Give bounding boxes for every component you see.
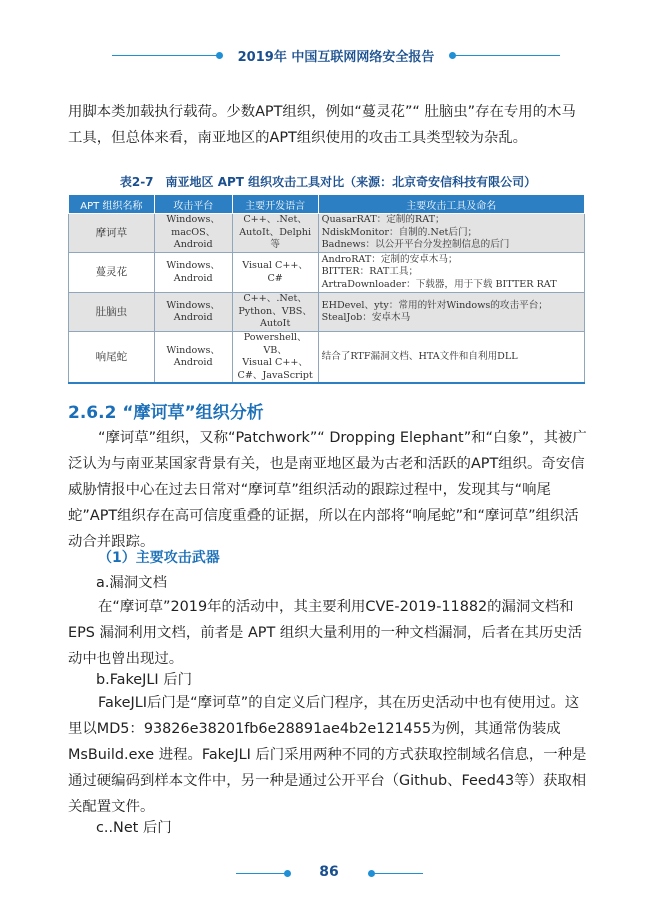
table-header-cell: 主要开发语言: [232, 195, 318, 214]
platform-cell: Windows、 Android: [154, 293, 232, 332]
header-title: 2019年 中国互联网网络安全报告: [237, 50, 435, 65]
section-heading: 2.6.2 “摩诃草”组织分析: [68, 403, 264, 423]
tools-cell: EHDevel、yty：常用的针对Windows的攻击平台； StealJob：安卓木马: [318, 293, 584, 332]
footer-rule-right: [371, 873, 423, 874]
paragraph-text: FakeJLI后门是“摩诃草”的自定义后门程序，其在历史活动中也有使用过。这里以MD5：93826e38201fb6e28891ae4b2e121455为例，其通常伪装成MsBuild.exe 进程。FakeJLI 后门采用两种不同的方式获取控制域名信息，一种是通过硬编码到样本文件中，另一种是通过公开平台（Github、Feed43等）获取相关配置文件。: [68, 695, 587, 815]
table-row: [69, 253, 585, 293]
tools-cell: QuasarRAT：定制的RAT； NdiskMonitor：自制的.Net后门； Badnews：以公开平台分发控制信息的后门: [318, 214, 584, 253]
footer-dot-left: [284, 870, 291, 877]
platform-cell: Windows、 Android: [154, 332, 232, 384]
platform-cell: Windows、 Android: [154, 253, 232, 293]
table-header-cell: APT 组织名称: [69, 195, 155, 214]
table-row: [69, 332, 585, 384]
subsection-heading: （1）主要攻击武器: [98, 550, 220, 566]
footer-rule-left: [236, 873, 288, 874]
tools-cell: 结合了RTF漏洞文档、HTA文件和自利用DLL: [318, 332, 584, 384]
item-heading-b: b.FakeJLI 后门: [96, 672, 193, 688]
header-dot-left: [216, 52, 223, 59]
apt-name-cell: 响尾蛇: [69, 332, 155, 384]
table-row: [69, 214, 585, 253]
table-header-row: [69, 195, 585, 214]
paragraph-text: 在“摩诃草”2019年的活动中，其主要利用CVE-2019-11882的漏洞文档和EPS 漏洞利用文档，前者是 APT 组织大量利用的一种文档漏洞，后者在其历史活动中也曾出现过。: [68, 599, 583, 667]
apt-name-cell: 蔓灵花: [69, 253, 155, 293]
apt-tools-table: [68, 194, 585, 384]
table-caption: 表2-7 南亚地区 APT 组织攻击工具对比（来源：北京奇安信科技有限公司）: [119, 175, 537, 189]
language-cell: Powershell、VB、 Visual C++、 C#、JavaScript: [232, 332, 318, 384]
language-cell: C++、.Net、 Python、VBS、 AutoIt: [232, 293, 318, 332]
language-cell: C++、.Net、 AutoIt、Delphi 等: [232, 214, 318, 253]
apt-name-cell: 肚脑虫: [69, 293, 155, 332]
page-number: 86: [319, 864, 339, 880]
platform-cell: Windows、 macOS、Android: [154, 214, 232, 253]
item-heading-a: a.漏洞文档: [96, 575, 167, 591]
page-footer: [0, 864, 657, 884]
language-cell: Visual C++、C#: [232, 253, 318, 293]
item-heading-c: c..Net 后门: [96, 820, 172, 836]
table-header-cell: 主要攻击工具及命名: [318, 195, 584, 214]
table-row: [69, 293, 585, 332]
body-paragraph-fakejli: [68, 690, 588, 820]
page-header: [0, 44, 657, 66]
apt-name-cell: 摩诃草: [69, 214, 155, 253]
body-paragraph-exploit-docs: [68, 594, 588, 672]
header-rule-right: [452, 55, 560, 56]
header-rule-left: [112, 55, 220, 56]
intro-paragraph: 用脚本类加载执行载荷。少数APT组织，例如“蔓灵花”“ 肚脑虫”存在专用的木马工具，但总体来看，南亚地区的APT组织使用的攻击工具类型较为杂乱。: [68, 104, 576, 146]
tools-cell: AndroRAT：定制的安卓木马； BITTER：RAT工具； ArtraDownloader：下载器，用于下载 BITTER RAT: [318, 253, 584, 293]
body-paragraph-patchwork: [68, 425, 588, 555]
table-header-cell: 攻击平台: [154, 195, 232, 214]
paragraph-text: “摩诃草”组织，又称“Patchwork”“ Dropping Elephant”和“白象”，其被广泛认为与南亚某国家背景有关，也是南亚地区最为古老和活跃的APT组织。奇安信威胁情报中心在过去日常对“摩诃草”组织活动的跟踪过程中，发现其与“响尾蛇”APT组织存在高可信度重叠的证据，所以在内部将“响尾蛇”和“摩诃草”组织活动合并跟踪。: [68, 430, 587, 550]
